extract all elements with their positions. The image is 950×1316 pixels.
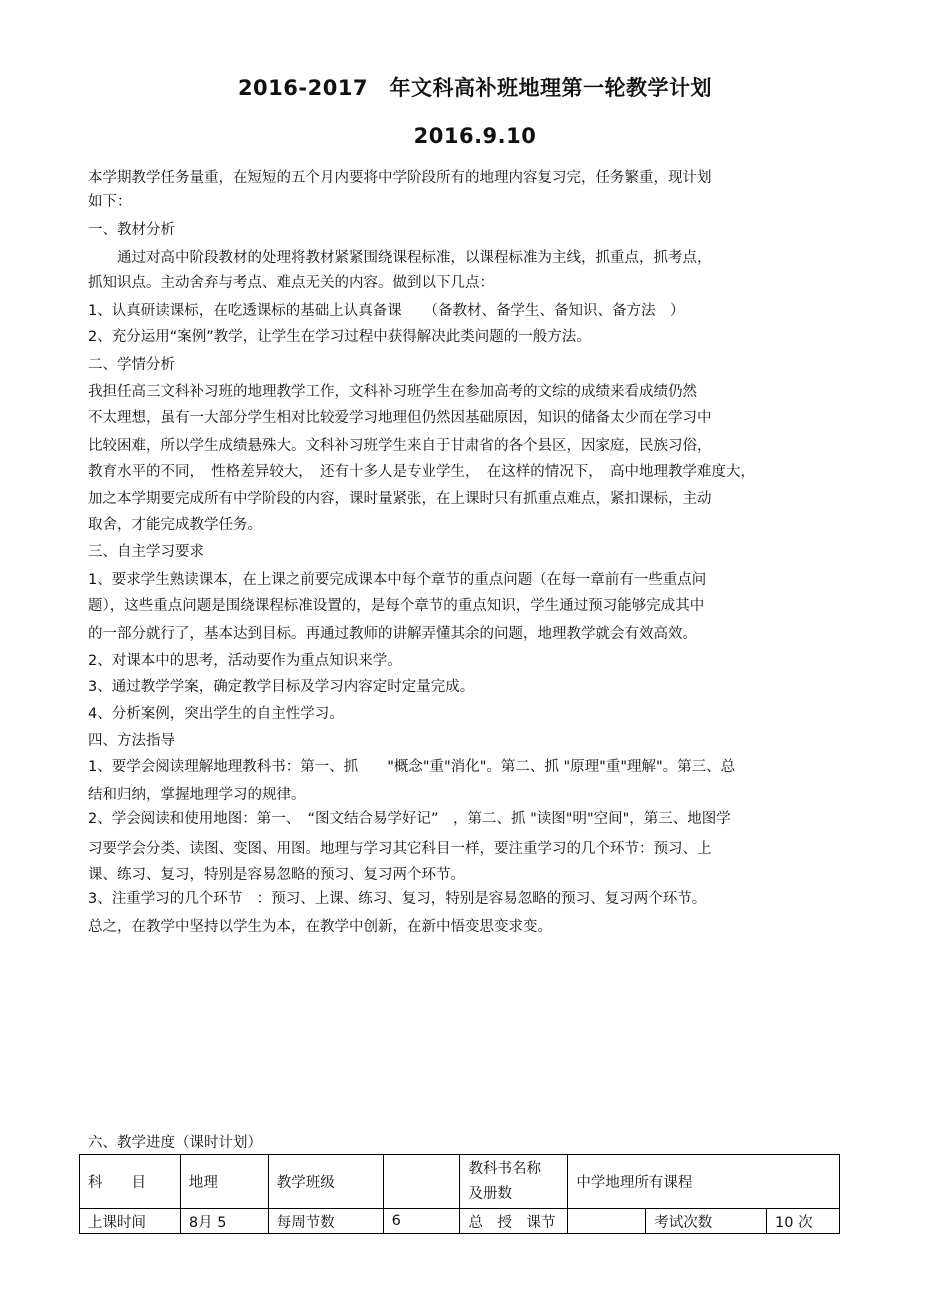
text-line: 二、学情分析 (88, 357, 175, 373)
text-line: 1、要求学生熟读课本，在上课之前要完成课本中每个章节的重点问题（在每一章前有一些重点问 (88, 572, 707, 588)
text-line: 课、练习、复习，特别是容易忽略的预习、复习两个环节。 (88, 867, 465, 883)
table-row (80, 1155, 840, 1209)
table-cell: 科 目 (80, 1155, 181, 1209)
text-line: 取舍，才能完成教学任务。 (88, 517, 262, 533)
table-cell: 考试次数 (646, 1209, 767, 1234)
table-cell: 上课时间 (80, 1209, 181, 1234)
text-line: 3、通过教学学案，确定教学目标及学习内容定时定量完成。 (88, 679, 475, 695)
table-cell: 8月 5 (180, 1209, 268, 1234)
table-cell: 6 (383, 1209, 460, 1234)
text-line: 1、要学会阅读理解地理教科书：第一、抓 "概念"重"消化"。第二、抓 "原理"重"理解"。第三、总 (88, 759, 736, 775)
text-line: 2、学会阅读和使用地图：第一、 “图文结合易学好记” ，第二、抓 "读图"明"空间"，第三、地图学 (88, 811, 731, 827)
table-cell: 教科书名称 及册数 (460, 1155, 568, 1209)
text-line: 不太理想，虽有一大部分学生相对比较爱学习地理但仍然因基础原因，知识的储备太少而在学习中 (88, 410, 712, 426)
text-line: 2、充分运用“案例”教学，让学生在学习过程中获得解决此类问题的一般方法。 (88, 329, 591, 345)
document-title: 2016-2017 年文科高补班地理第一轮教学计划 (237, 76, 713, 100)
text-line: 一、教材分析 (88, 222, 175, 238)
text-line: 本学期教学任务量重，在短短的五个月内要将中学阶段所有的地理内容复习完，任务繁重，现计划 (88, 170, 712, 186)
text-line: 如下： (88, 194, 132, 210)
text-line: 比较困难，所以学生成绩悬殊大。文科补习班学生来自于甘肃省的各个县区，因家庭，民族习俗， (88, 438, 712, 454)
table-cell (568, 1209, 646, 1234)
text-line: 的一部分就行了，基本达到目标。再通过教师的讲解弄懂其余的问题，地理教学就会有效高效。 (88, 626, 697, 642)
text-line: 加之本学期要完成所有中学阶段的内容，课时量紧张，在上课时只有抓重点难点，紧扣课标，主动 (88, 491, 712, 507)
table-row (80, 1209, 840, 1234)
table-cell: 地理 (180, 1155, 268, 1209)
text-line: 三、自主学习要求 (88, 544, 204, 560)
text-line: 3、注重学习的几个环节 ：预习、上课、练习、复习，特别是容易忽略的预习、复习两个环节。 (88, 891, 707, 907)
table-cell: 每周节数 (268, 1209, 383, 1234)
table-cell: 总 授 课节 (460, 1209, 568, 1234)
text-line: 结和归纳，掌握地理学习的规律。 (88, 787, 306, 803)
text-line: 教育水平的不同， 性格差异较大， 还有十多人是专业学生， 在这样的情况下， 高中地理教学难度大， (88, 464, 755, 480)
table-cell: 中学地理所有课程 (568, 1155, 840, 1209)
text-line: 4、分析案例，突出学生的自主性学习。 (88, 706, 344, 722)
document-date: 2016.9.10 (413, 124, 537, 148)
table-cell: 10 次 (767, 1209, 840, 1234)
text-line: 通过对高中阶段教材的处理将教材紧紧围绕课程标准，以课程标准为主线，抓重点，抓考点， (88, 250, 712, 266)
text-line: 总之，在教学中坚持以学生为本，在教学中创新，在新中悟变思变求变。 (88, 919, 552, 935)
text-line: 习要学会分类、读图、变图、用图。地理与学习其它科目一样，要注重学习的几个环节：预习、上 (88, 841, 712, 857)
text-line: 抓知识点。主动舍弃与考点、难点无关的内容。做到以下几点： (88, 275, 494, 291)
table-cell (383, 1155, 460, 1209)
text-line: 题），这些重点问题是围绕课程标准设置的，是每个章节的重点知识，学生通过预习能够完成其中 (88, 598, 705, 614)
text-line: 1、认真研读课标，在吃透课标的基础上认真备课 （备教材、备学生、备知识、备方法 ） (88, 303, 685, 319)
text-line: 我担任高三文科补习班的地理教学工作，文科补习班学生在参加高考的文综的成绩来看成绩仍然 (88, 384, 697, 400)
schedule-table (79, 1154, 840, 1234)
text-line: 2、对课本中的思考，活动要作为重点知识来学。 (88, 653, 402, 669)
section-6-heading: 六、教学进度（课时计划） (88, 1135, 262, 1151)
table-cell: 教学班级 (268, 1155, 383, 1209)
text-line: 四、方法指导 (88, 733, 175, 749)
